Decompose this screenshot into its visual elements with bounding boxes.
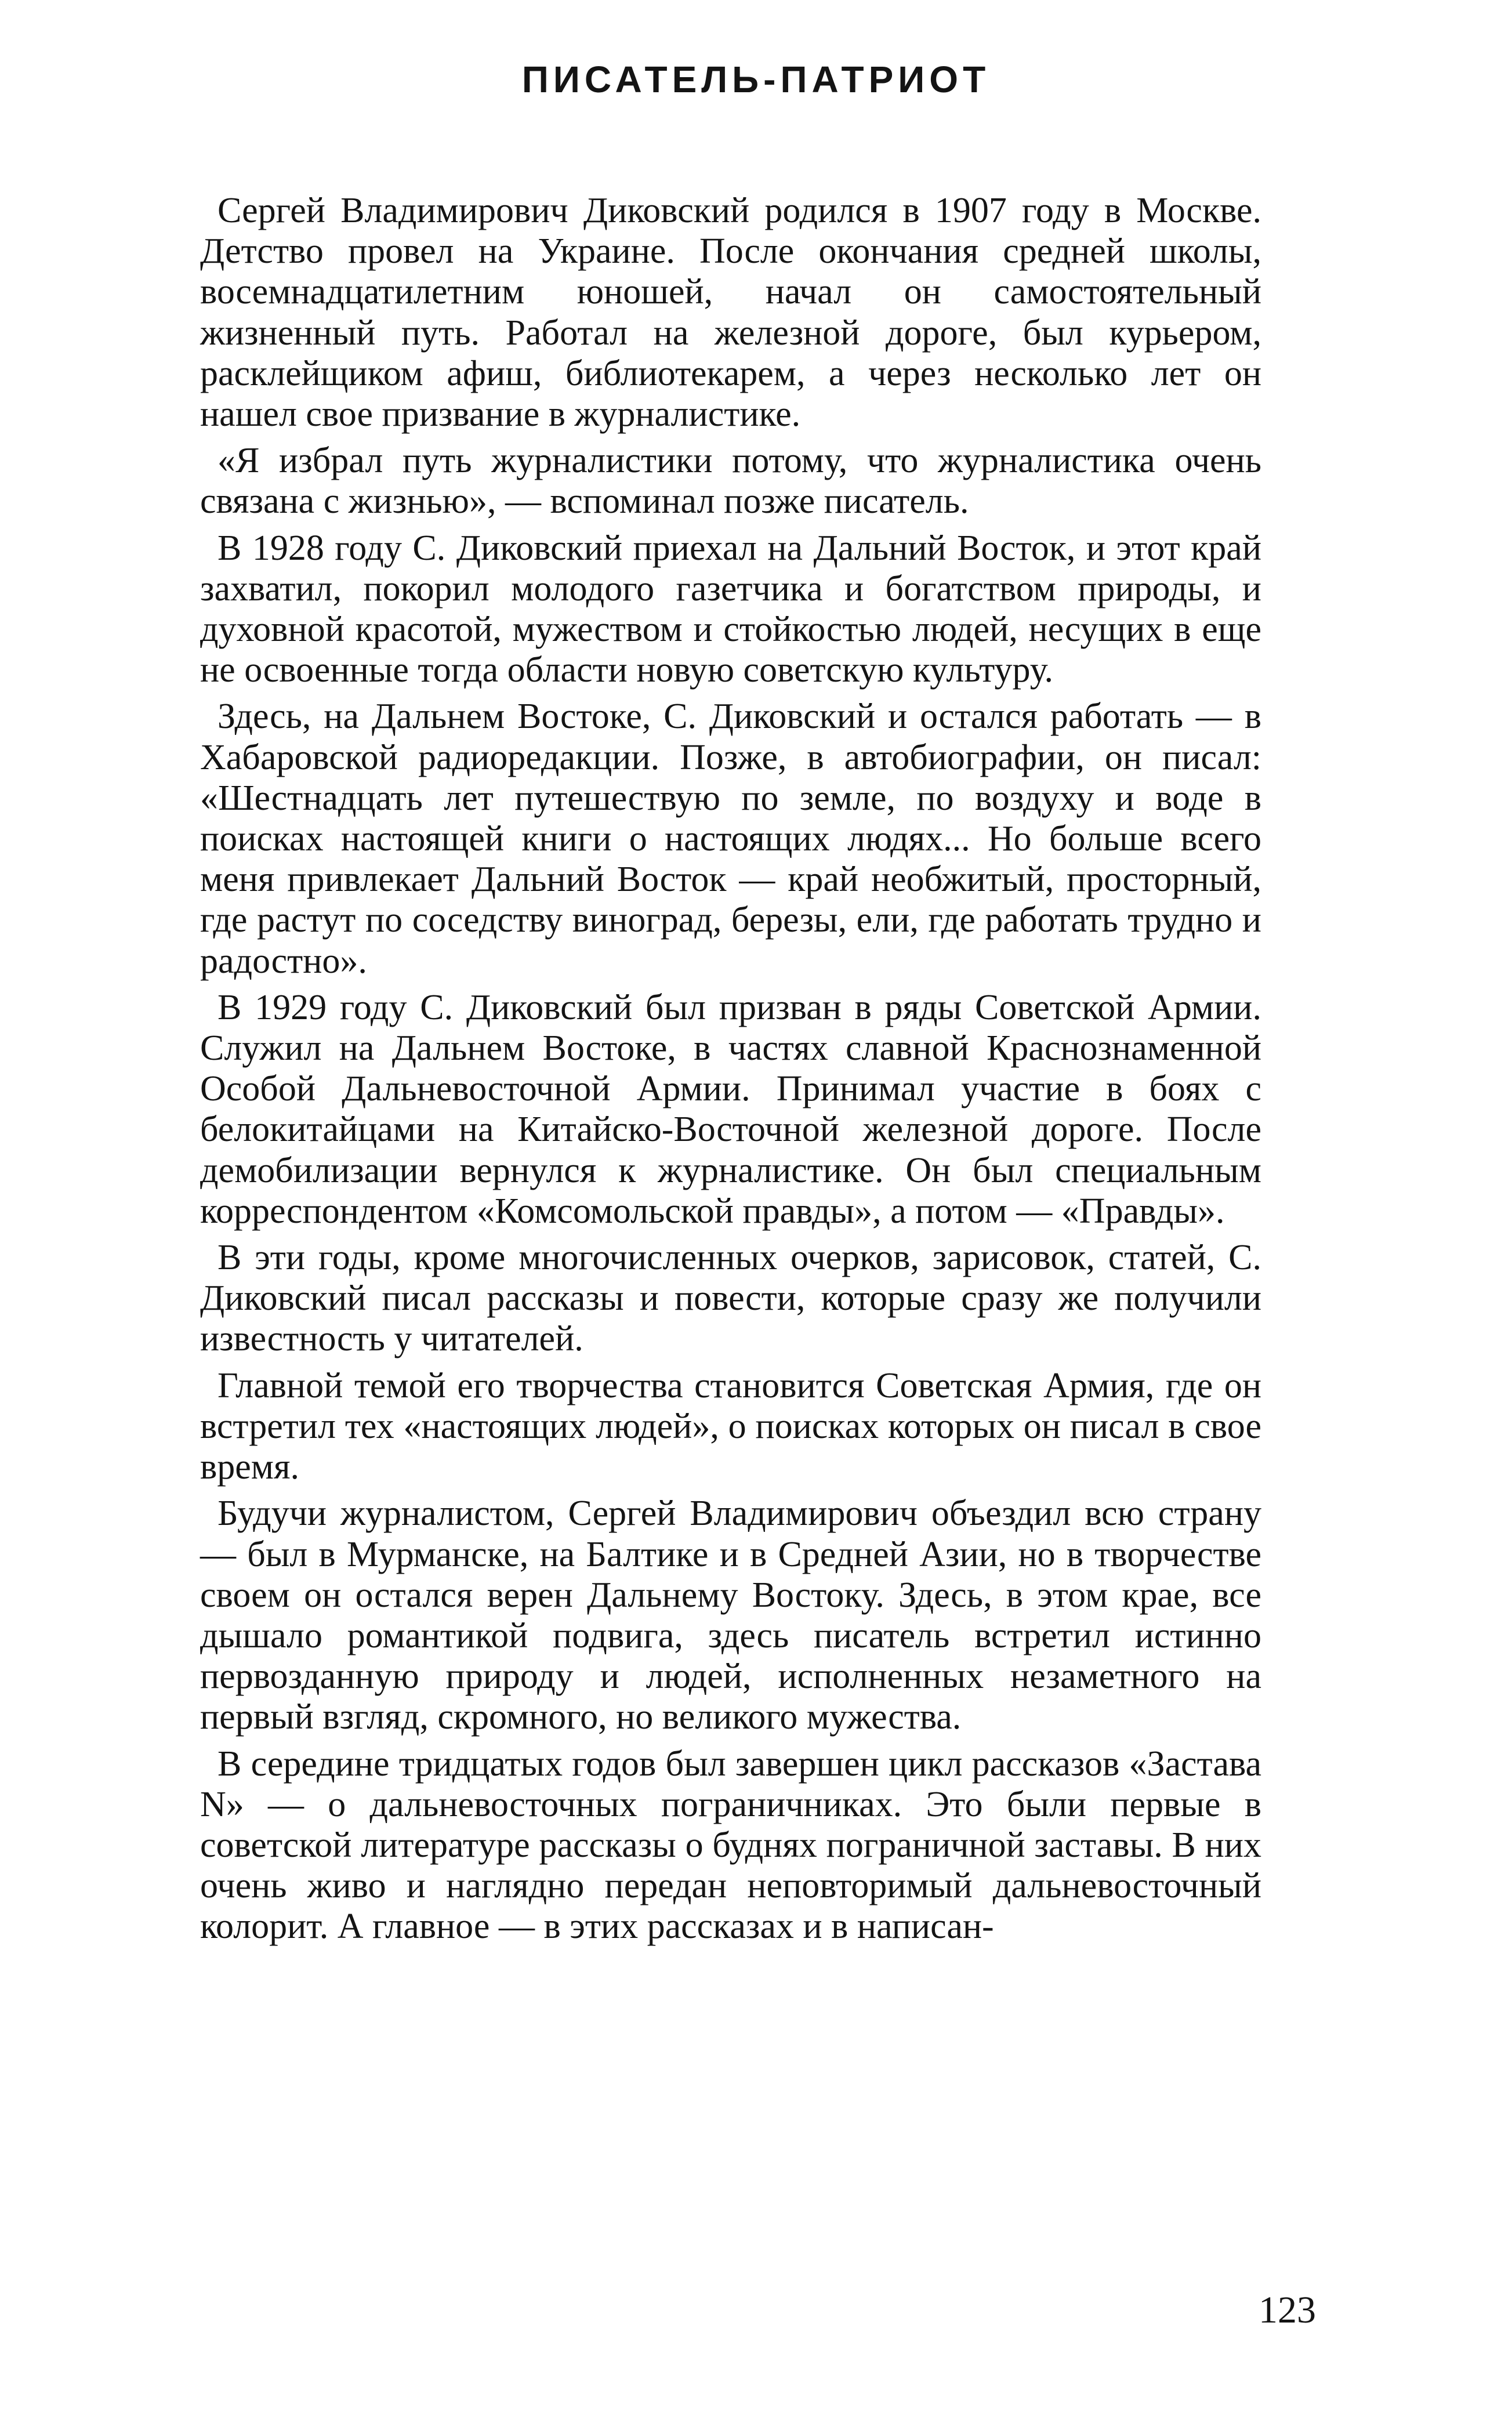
paragraph: Сергей Владимирович Диковский родился в 1907 году в Москве. Детство провел на Украине. После окончания средней школы, восемнадцатилетним юношей, начал он самостоятельный жизненный путь. Работал на железной дороге, был курьером, расклейщиком афиш, библиотекарем, а через несколько лет он нашел свое призвание в журналистике.	[200, 191, 1261, 434]
paragraph: В середине тридцатых годов был завершен цикл рассказов «Застава N» — о дальневосточных пограничниках. Это были первые в советской литературе рассказы о буднях пограничной заставы. В них очень живо и наглядно передан неповторимый дальневосточный колорит. А главное — в этих рассказах и в написан-	[200, 1744, 1261, 1947]
paragraph: «Я избрал путь журналистики потому, что журналистика очень связана с жизнью», — вспоминал позже писатель.	[200, 441, 1261, 521]
paragraph: В 1928 году С. Диковский приехал на Дальний Восток, и этот край захватил, покорил молодого газетчика и богатством природы, и духовной красотой, мужеством и стойкостью людей, несущих в еще не освоенные тогда области новую советскую культуру.	[200, 528, 1261, 690]
paragraph: Главной темой его творчества становится Советская Армия, где он встретил тех «настоящих людей», о поисках которых он писал в свое время.	[200, 1365, 1261, 1487]
paragraph: Здесь, на Дальнем Востоке, С. Диковский и остался работать — в Хабаровской радиоредакции. Позже, в автобиографии, он писал: «Шестнадцать лет путешествую по земле, по воздуху и воде в поисках настоящей книги о настоящих людях... Но больше всего меня привлекает Дальний Восток — край необжитый, просторный, где растут по соседству виноград, березы, ели, где работать трудно и радостно».	[200, 697, 1261, 981]
paragraph: Будучи журналистом, Сергей Владимирович объездил всю страну — был в Мурманске, на Балтике и в Средней Азии, но в творчестве своем он остался верен Дальнему Востоку. Здесь, в этом крае, все дышало романтикой подвига, здесь писатель встретил истинно первозданную природу и людей, исполненных незаметного на первый взгляд, скромного, но великого мужества.	[200, 1494, 1261, 1737]
body-text	[200, 190, 1261, 1953]
page-number: 123	[1259, 2289, 1316, 2331]
paragraph: В эти годы, кроме многочисленных очерков, зарисовок, статей, С. Диковский писал рассказы и повести, которые сразу же получили известность у читателей.	[200, 1238, 1261, 1359]
chapter-title: ПИСАТЕЛЬ-ПАТРИОТ	[521, 59, 991, 100]
paragraph: В 1929 году С. Диковский был призван в ряды Советской Армии. Служил на Дальнем Востоке, в частях славной Краснознаменной Особой Дальневосточной Армии. Принимал участие в боях с белокитайцами на Китайско-Восточной железной дороге. После демобилизации вернулся к журналистике. Он был специальным корреспондентом «Комсомольской правды», а потом — «Правды».	[200, 987, 1261, 1231]
